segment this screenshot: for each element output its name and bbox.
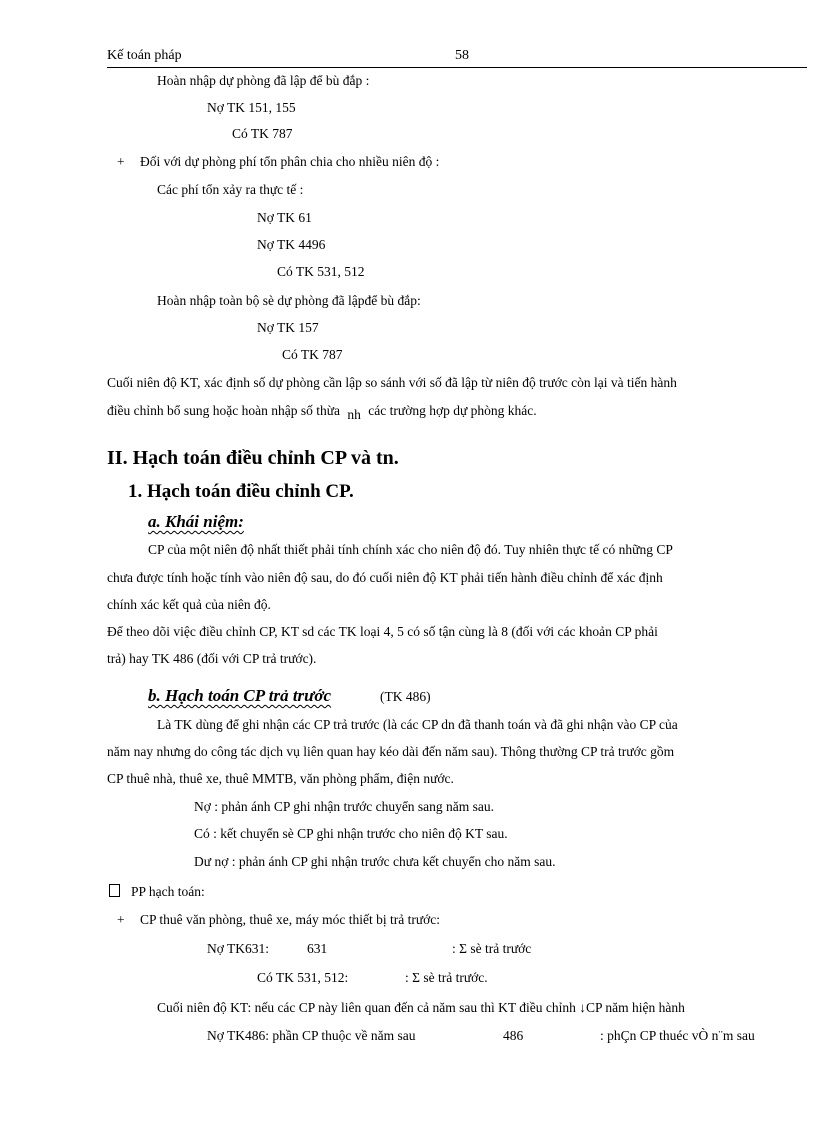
paragraph-line: chính xác kết quả của niên độ. [107, 597, 271, 612]
paragraph-line: chưa được tính hoặc tính vào niên độ sau, do đó cuối niên độ KT phải tiến hành điều chỉnh để xác định [107, 570, 663, 585]
header-rule [107, 67, 807, 68]
bullet: + [117, 912, 125, 927]
header-title: Kế toán pháp [107, 48, 182, 63]
checkbox-glyph [109, 884, 120, 900]
down-arrow-icon: ↓ [579, 1000, 586, 1015]
text-line: Hoàn nhập toàn bộ sè dự phòng đã lậpđể bù đắp: [157, 293, 421, 308]
entry-credit: Có TK 531, 512 [277, 264, 365, 279]
entry-note: : Σ sè trả trước. [405, 970, 488, 985]
account-code: 486 [503, 1028, 524, 1043]
text-fragment: các trường hợp dự phòng khác. [368, 403, 537, 418]
entry-debit: Nợ TK 157 [257, 320, 319, 335]
paragraph-line: Để theo dõi việc điều chỉnh CP, KT sd các TK loại 4, 5 có số tận cùng là 8 (đối với các khoản CP phải [107, 624, 658, 639]
entry-debit: Nợ TK631: [207, 941, 270, 956]
entry-note: : Σ sè trả trước [452, 941, 532, 956]
section-heading: II. Hạch toán điều chỉnh CP và tn. [107, 447, 399, 469]
paragraph-line: Là TK dùng để ghi nhận các CP trả trước (là các CP dn đã thanh toán và đã ghi nhận vào CP của [157, 717, 678, 732]
text-line: PP hạch toán: [131, 884, 205, 899]
text-line: Hoàn nhập dự phòng đã lập để bù đắp : [157, 73, 370, 88]
entry-debit: Nợ TK 151, 155 [207, 100, 296, 115]
entry-debit: Nợ TK486: phần CP thuộc về năm sau [207, 1028, 416, 1043]
text-line: CP thuê văn phòng, thuê xe, máy móc thiết bị trả trước: [140, 912, 441, 927]
text-line [157, 1000, 685, 1016]
account-desc: Có : kết chuyển sè CP ghi nhận trước cho niên độ KT sau. [194, 826, 508, 841]
subheading-prepaid: b. Hạch toán CP trả trước [148, 686, 332, 705]
entry-debit: Nợ TK 61 [257, 210, 312, 225]
text-fragment: CP năm hiện hành [585, 1000, 685, 1015]
account-desc: Dư nợ : phản ánh CP ghi nhận trước chưa kết chuyển cho năm sau. [194, 854, 556, 869]
text-fragment: điều chỉnh bổ sung hoặc hoàn nhập số thừa [107, 403, 341, 418]
text-line [107, 403, 537, 422]
entry-debit: Nợ TK 4496 [257, 237, 326, 252]
account-code: 631 [307, 941, 328, 956]
text-fragment: Cuối niên độ KT: nếu các CP này liên quan đến cả năm sau thì KT điều chỉnh [157, 1000, 576, 1015]
entry-note: : phÇn CP thuéc vÒ n¨m sau [600, 1028, 755, 1043]
paragraph-line: CP của một niên độ nhất thiết phải tính chính xác cho niên độ đó. Tuy nhiên thực tế có những CP [148, 542, 673, 557]
entry-credit: Có TK 787 [232, 126, 293, 141]
account-desc: Nợ : phản ánh CP ghi nhận trước chuyển sang năm sau. [194, 799, 495, 814]
text-line: Cuối niên độ KT, xác định số dự phòng cần lập so sánh với số đã lập từ niên độ trước còn lại và tiến hành [107, 375, 677, 390]
text-fragment-subscript: nh [347, 407, 361, 422]
paragraph-line: năm nay nhưng do công tác dịch vụ liên quan hay kéo dài đến năm sau). Thông thường CP trả trước gồm [107, 744, 675, 759]
paragraph-line: trả) hay TK 486 (đối với CP trả trước). [107, 651, 317, 666]
entry-credit: Có TK 531, 512: [257, 970, 349, 985]
bullet: + [117, 154, 125, 169]
account-ref: (TK 486) [380, 689, 431, 704]
page-number: 58 [455, 48, 469, 63]
subsection-heading: 1. Hạch toán điều chỉnh CP. [128, 481, 354, 502]
text-line: Các phí tổn xảy ra thực tế : [157, 182, 304, 197]
paragraph-line: CP thuê nhà, thuê xe, thuê MMTB, văn phòng phẩm, điện nước. [107, 771, 454, 786]
text-line: Đối với dự phòng phí tổn phân chia cho nhiều niên độ : [140, 154, 440, 169]
subheading-concept: a. Khái niệm: [148, 512, 244, 531]
entry-credit: Có TK 787 [282, 347, 343, 362]
